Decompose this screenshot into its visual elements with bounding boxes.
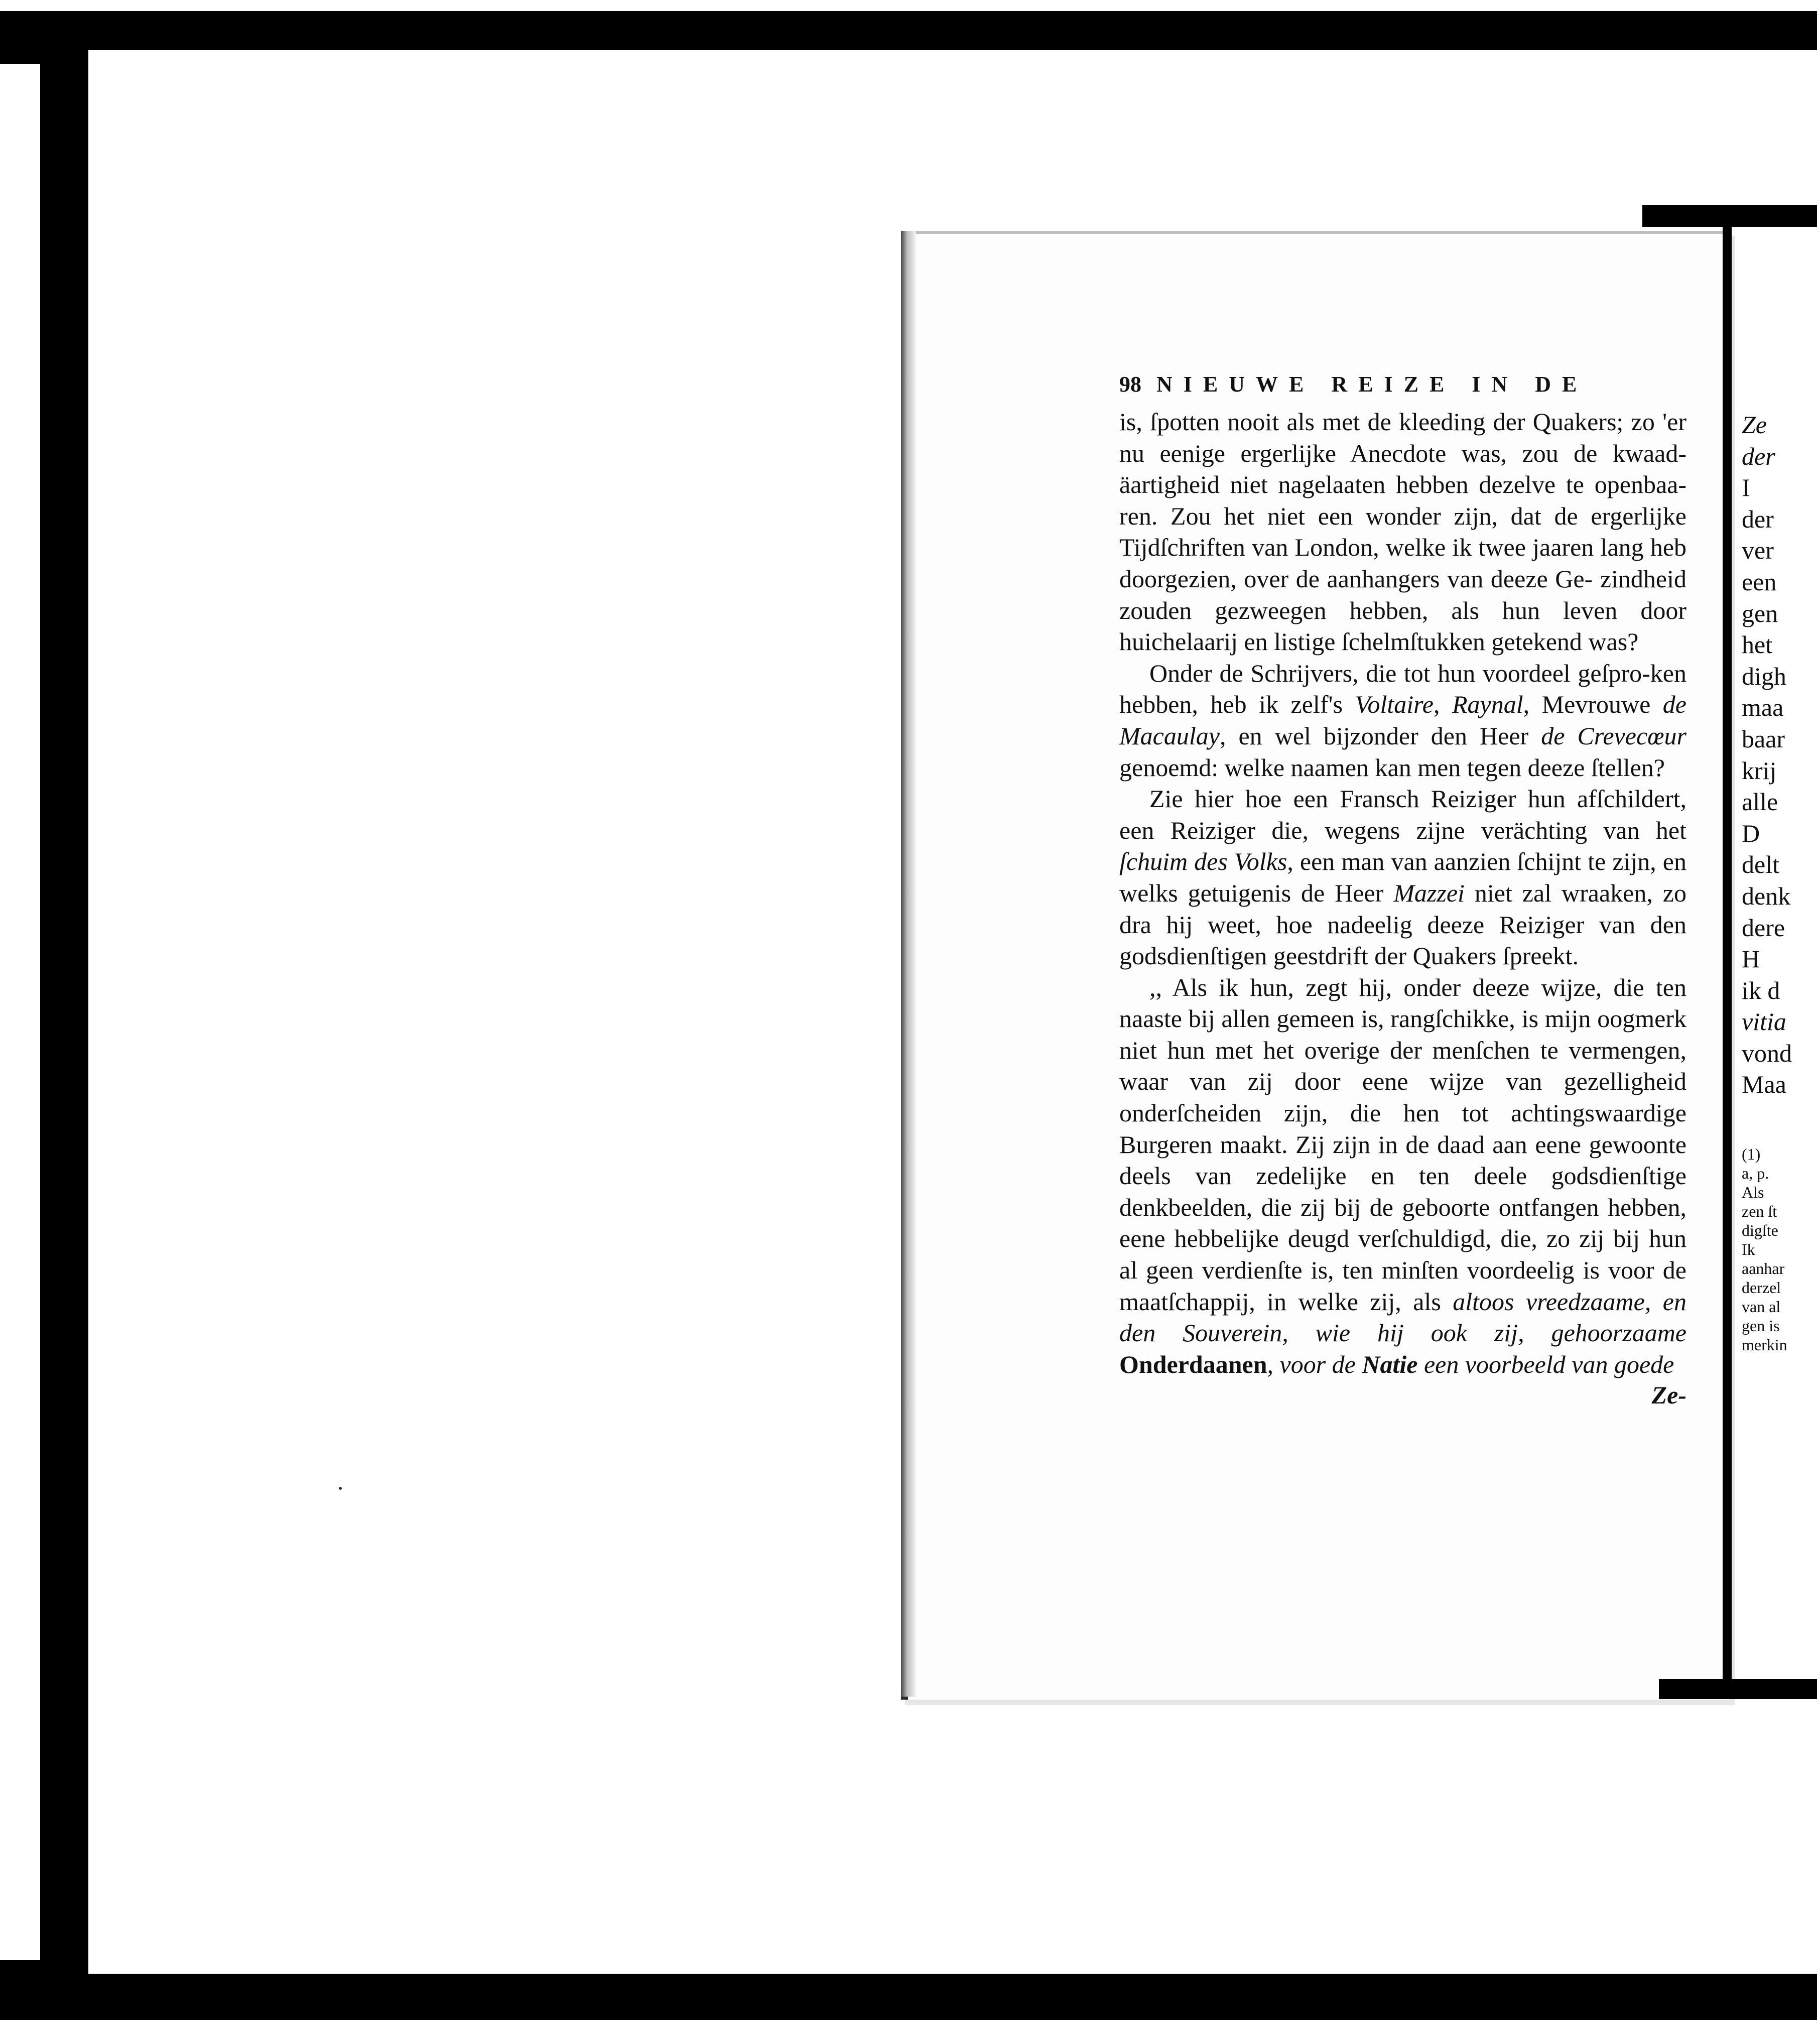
- paragraph-text: , een man van aanzien ſchijnt te zijn, en welks getuigenis de Heer: [1119, 847, 1686, 907]
- facing-note-line: van al: [1742, 1298, 1781, 1316]
- facing-note-line: (1): [1742, 1145, 1761, 1163]
- text-line: 'er nu eenige ergerlijke Anecdote was, zou de kwaad-: [1119, 408, 1687, 467]
- phrase-altoos: altoos vreedzaame, en den Souverein, wie hij ook zij, gehoorzaame: [1119, 1287, 1686, 1347]
- word-natie: Natie: [1362, 1350, 1418, 1378]
- facing-line: maa: [1742, 693, 1784, 722]
- body-text: [1119, 406, 1686, 1380]
- facing-frame-left: [1723, 216, 1732, 1697]
- text-line: zindheid zouden gezweegen hebben, als hun leven: [1119, 564, 1687, 624]
- facing-line: baar: [1742, 724, 1785, 753]
- page-number: 98: [1119, 372, 1141, 397]
- page-content: [1119, 371, 1686, 1410]
- text-line: heb doorgezien, over de aanhangers van deeze Ge-: [1119, 533, 1687, 593]
- dust-speck: [339, 1487, 342, 1490]
- name-voltaire: Voltaire: [1355, 690, 1434, 719]
- facing-line: dere: [1742, 913, 1785, 942]
- facing-note-line: gen is: [1742, 1317, 1780, 1335]
- facing-note-line: aanhar: [1742, 1259, 1785, 1278]
- facing-note-line: a, p.: [1742, 1164, 1769, 1182]
- text-line: äartigheid niet nagelaaten hebben dezelve te openbaa-: [1119, 470, 1686, 499]
- facing-line: Ze: [1742, 411, 1767, 439]
- facing-line: Maa: [1742, 1070, 1786, 1099]
- name-crevecoeur: de Crevecœur: [1541, 721, 1686, 750]
- facing-page-text: [1742, 409, 1817, 1100]
- paragraph-3: [1119, 783, 1686, 972]
- facing-line: ik d: [1742, 976, 1780, 1004]
- paragraph-2: [1119, 658, 1686, 783]
- facing-line: ver: [1742, 536, 1774, 565]
- facing-line: der: [1742, 442, 1775, 470]
- facing-note-line: merkin: [1742, 1336, 1787, 1354]
- facing-line: gen: [1742, 599, 1778, 627]
- paragraph-text: Zie hier hoe een Fransch Reiziger hun afſchildert, een Reiziger die, wegens zijne verächting van het: [1119, 785, 1686, 844]
- name-raynal: Raynal: [1452, 690, 1523, 719]
- facing-note-line: zen ſt: [1742, 1202, 1777, 1220]
- facing-line: een: [1742, 567, 1777, 596]
- scan-frame-left: [40, 11, 88, 2020]
- scan-frame-bottom: [0, 1974, 1817, 2020]
- paragraph-4: [1119, 972, 1686, 1380]
- scan-frame-notch-top: [0, 50, 40, 64]
- paragraph-text: genoemd: welke naamen kan men tegen deeze ſtellen?: [1119, 753, 1665, 782]
- running-title: NIEUWE REIZE IN DE: [1156, 372, 1588, 397]
- facing-line: vitia: [1742, 1007, 1786, 1036]
- facing-line: der: [1742, 504, 1774, 533]
- phrase-end: een voorbeeld van goede: [1417, 1350, 1674, 1378]
- text-line: is, ſpotten nooit als met de kleeding der Quakers; zo: [1119, 408, 1655, 436]
- text-line: door huichelaarij en listige ſchelmſtukken getekend: [1119, 596, 1686, 656]
- facing-frame-bottom: [1659, 1679, 1817, 1699]
- name-macaulay: de Macaulay: [1119, 690, 1686, 750]
- phrase-schuim: ſchuim des Volks: [1119, 847, 1287, 876]
- catchword: Ze-: [1651, 1381, 1686, 1410]
- facing-line: denk: [1742, 881, 1791, 910]
- facing-page-notes: [1742, 1144, 1817, 1354]
- name-mazzei: Mazzei: [1393, 878, 1465, 907]
- facing-line: krij: [1742, 756, 1777, 785]
- phrase-voor: , voor de: [1267, 1350, 1362, 1378]
- paragraph-text: ,: [1433, 690, 1452, 719]
- facing-line: alle: [1742, 788, 1778, 816]
- text-line: was?: [1588, 627, 1639, 656]
- facing-line: digh: [1742, 662, 1786, 690]
- facing-note-line: Ik: [1742, 1240, 1755, 1258]
- paragraph-text: ,, Als ik hun, zegt hij, onder deeze wijze, die ten naaste bij allen gemeen is, rangſchikke, is mijn oogmerk niet hun met het overige der menſchen te vermengen, waar van zij door eene wijze van gezelligheid onderſcheiden zijn, die hen tot achtingswaardige Burgeren maakt. Zij zijn in de daad aan eene gewoonte deels van zedelijke en ten deele godsdienſtige denkbeelden, die zij bij de geboorte ontfangen hebben, eene hebbelijke deugd verſchuldigd, die, zo zij bij hun al geen verdienſte is, ten minſten voordeelig is voor de maatſchappij, in welke zij, als: [1119, 973, 1686, 1316]
- running-header: [1119, 371, 1686, 397]
- paragraph-text: , Mevrouwe: [1523, 690, 1663, 719]
- scan-frame-top: [0, 11, 1817, 50]
- facing-line: I: [1742, 473, 1750, 502]
- paragraph-text: , en wel bijzonder den Heer: [1219, 721, 1541, 750]
- facing-note-line: Als: [1742, 1183, 1764, 1201]
- paragraph-text: niet zal wraaken, zo dra hij weet, hoe nadeelig deeze Reiziger van den godsdienſtigen geestdrift der Quakers ſpreekt.: [1119, 878, 1686, 970]
- scan-frame-notch-bottom: [0, 1960, 40, 1974]
- text-line: ren. Zou het niet een wonder zijn, dat de ergerlijke: [1119, 501, 1686, 530]
- facing-note-line: derzel: [1742, 1279, 1781, 1297]
- facing-line: D: [1742, 819, 1760, 847]
- word-onderdaanen: Onderdaanen: [1119, 1350, 1267, 1378]
- facing-line: delt: [1742, 850, 1779, 879]
- page-spine: [901, 231, 916, 1697]
- paragraph-text: Onder de Schrijvers, die tot hun voordeel geſpro-ken hebben, heb ik zelf's: [1119, 659, 1686, 719]
- paragraph-1: [1119, 406, 1686, 658]
- facing-line: vond: [1742, 1039, 1792, 1067]
- facing-line: het: [1742, 630, 1773, 659]
- text-line: Tijdſchriften van London, welke ik twee jaaren lang: [1119, 533, 1644, 562]
- facing-line: H: [1742, 945, 1760, 973]
- facing-note-line: digſte: [1742, 1221, 1778, 1239]
